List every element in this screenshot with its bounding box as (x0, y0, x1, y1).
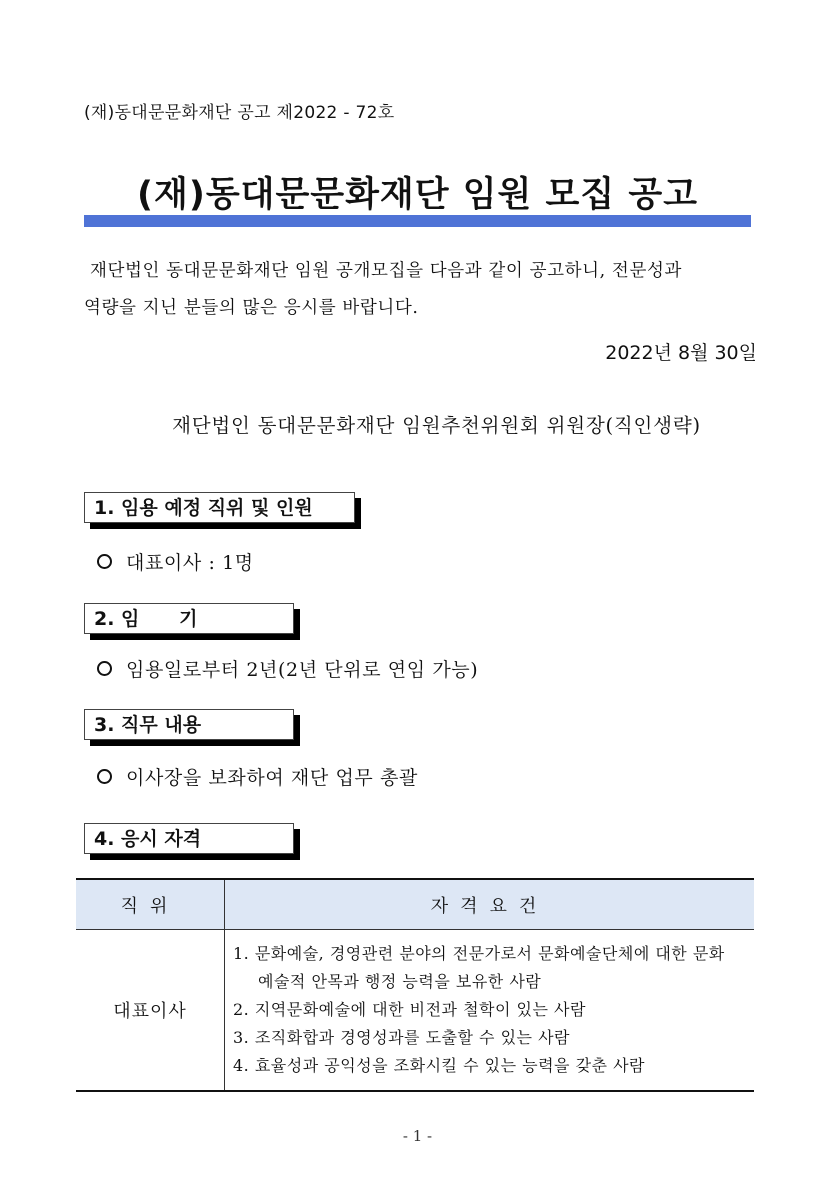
table-cell-position: 대표이사 (76, 930, 225, 1092)
section-heading-position: 1. 임용 예정 직위 및 인원 (84, 492, 355, 523)
table-header-row (76, 879, 754, 930)
requirement-line: 2. 지역문화예술에 대한 비전과 철학이 있는 사람 (233, 1000, 586, 1019)
intro-paragraph (84, 253, 759, 327)
qualification-table (76, 878, 754, 1092)
item-text: 대표이사 : 1명 (126, 552, 254, 574)
requirement-line: 3. 조직화합과 경영성과를 도출할 수 있는 사람 (233, 1028, 570, 1047)
table-header-position: 직위 (76, 879, 225, 930)
bullet-circle-icon (97, 769, 112, 784)
requirement-line: 예술적 안목과 행정 능력을 보유한 사람 (258, 972, 542, 991)
item-text: 이사장을 보좌하여 재단 업무 총괄 (126, 767, 418, 789)
intro-line-2: 역량을 지닌 분들의 많은 응시를 바랍니다. (84, 298, 419, 318)
section-item-duties (97, 763, 418, 790)
table-cell-requirements (225, 930, 755, 1092)
section-heading-duties: 3. 직무 내용 (84, 709, 294, 740)
bullet-circle-icon (97, 661, 112, 676)
page-title: (재)동대문문화재단 임원 모집 공고 (137, 175, 698, 215)
page-number: - 1 - (402, 1127, 433, 1145)
requirement-line: 4. 효율성과 공익성을 조화시킬 수 있는 능력을 갖춘 사람 (233, 1056, 645, 1075)
section-heading-qualifications: 4. 응시 자격 (84, 823, 294, 854)
item-text: 임용일로부터 2년(2년 단위로 연임 가능) (126, 659, 479, 681)
notice-number: (재)동대문문화재단 공고 제2022 - 72호 (84, 103, 395, 123)
requirement-line: 1. 문화예술, 경영관련 분야의 전문가로서 문화예술단체에 대한 문화 (233, 944, 725, 963)
notice-date: 2022년 8월 30일 (605, 342, 757, 364)
section-item-position (97, 548, 254, 575)
table-header-requirements: 자격요건 (225, 879, 755, 930)
bullet-circle-icon (97, 554, 112, 569)
section-heading-term: 2. 임 기 (84, 603, 294, 634)
table-row (76, 930, 754, 1092)
title-underline-bar (84, 215, 751, 227)
section-item-term (97, 655, 478, 682)
intro-line-1: 재단법인 동대문문화재단 임원 공개모집을 다음과 같이 공고하니, 전문성과 (90, 261, 682, 281)
signer: 재단법인 동대문문화재단 임원추천위원회 위원장(직인생략) (172, 414, 701, 437)
